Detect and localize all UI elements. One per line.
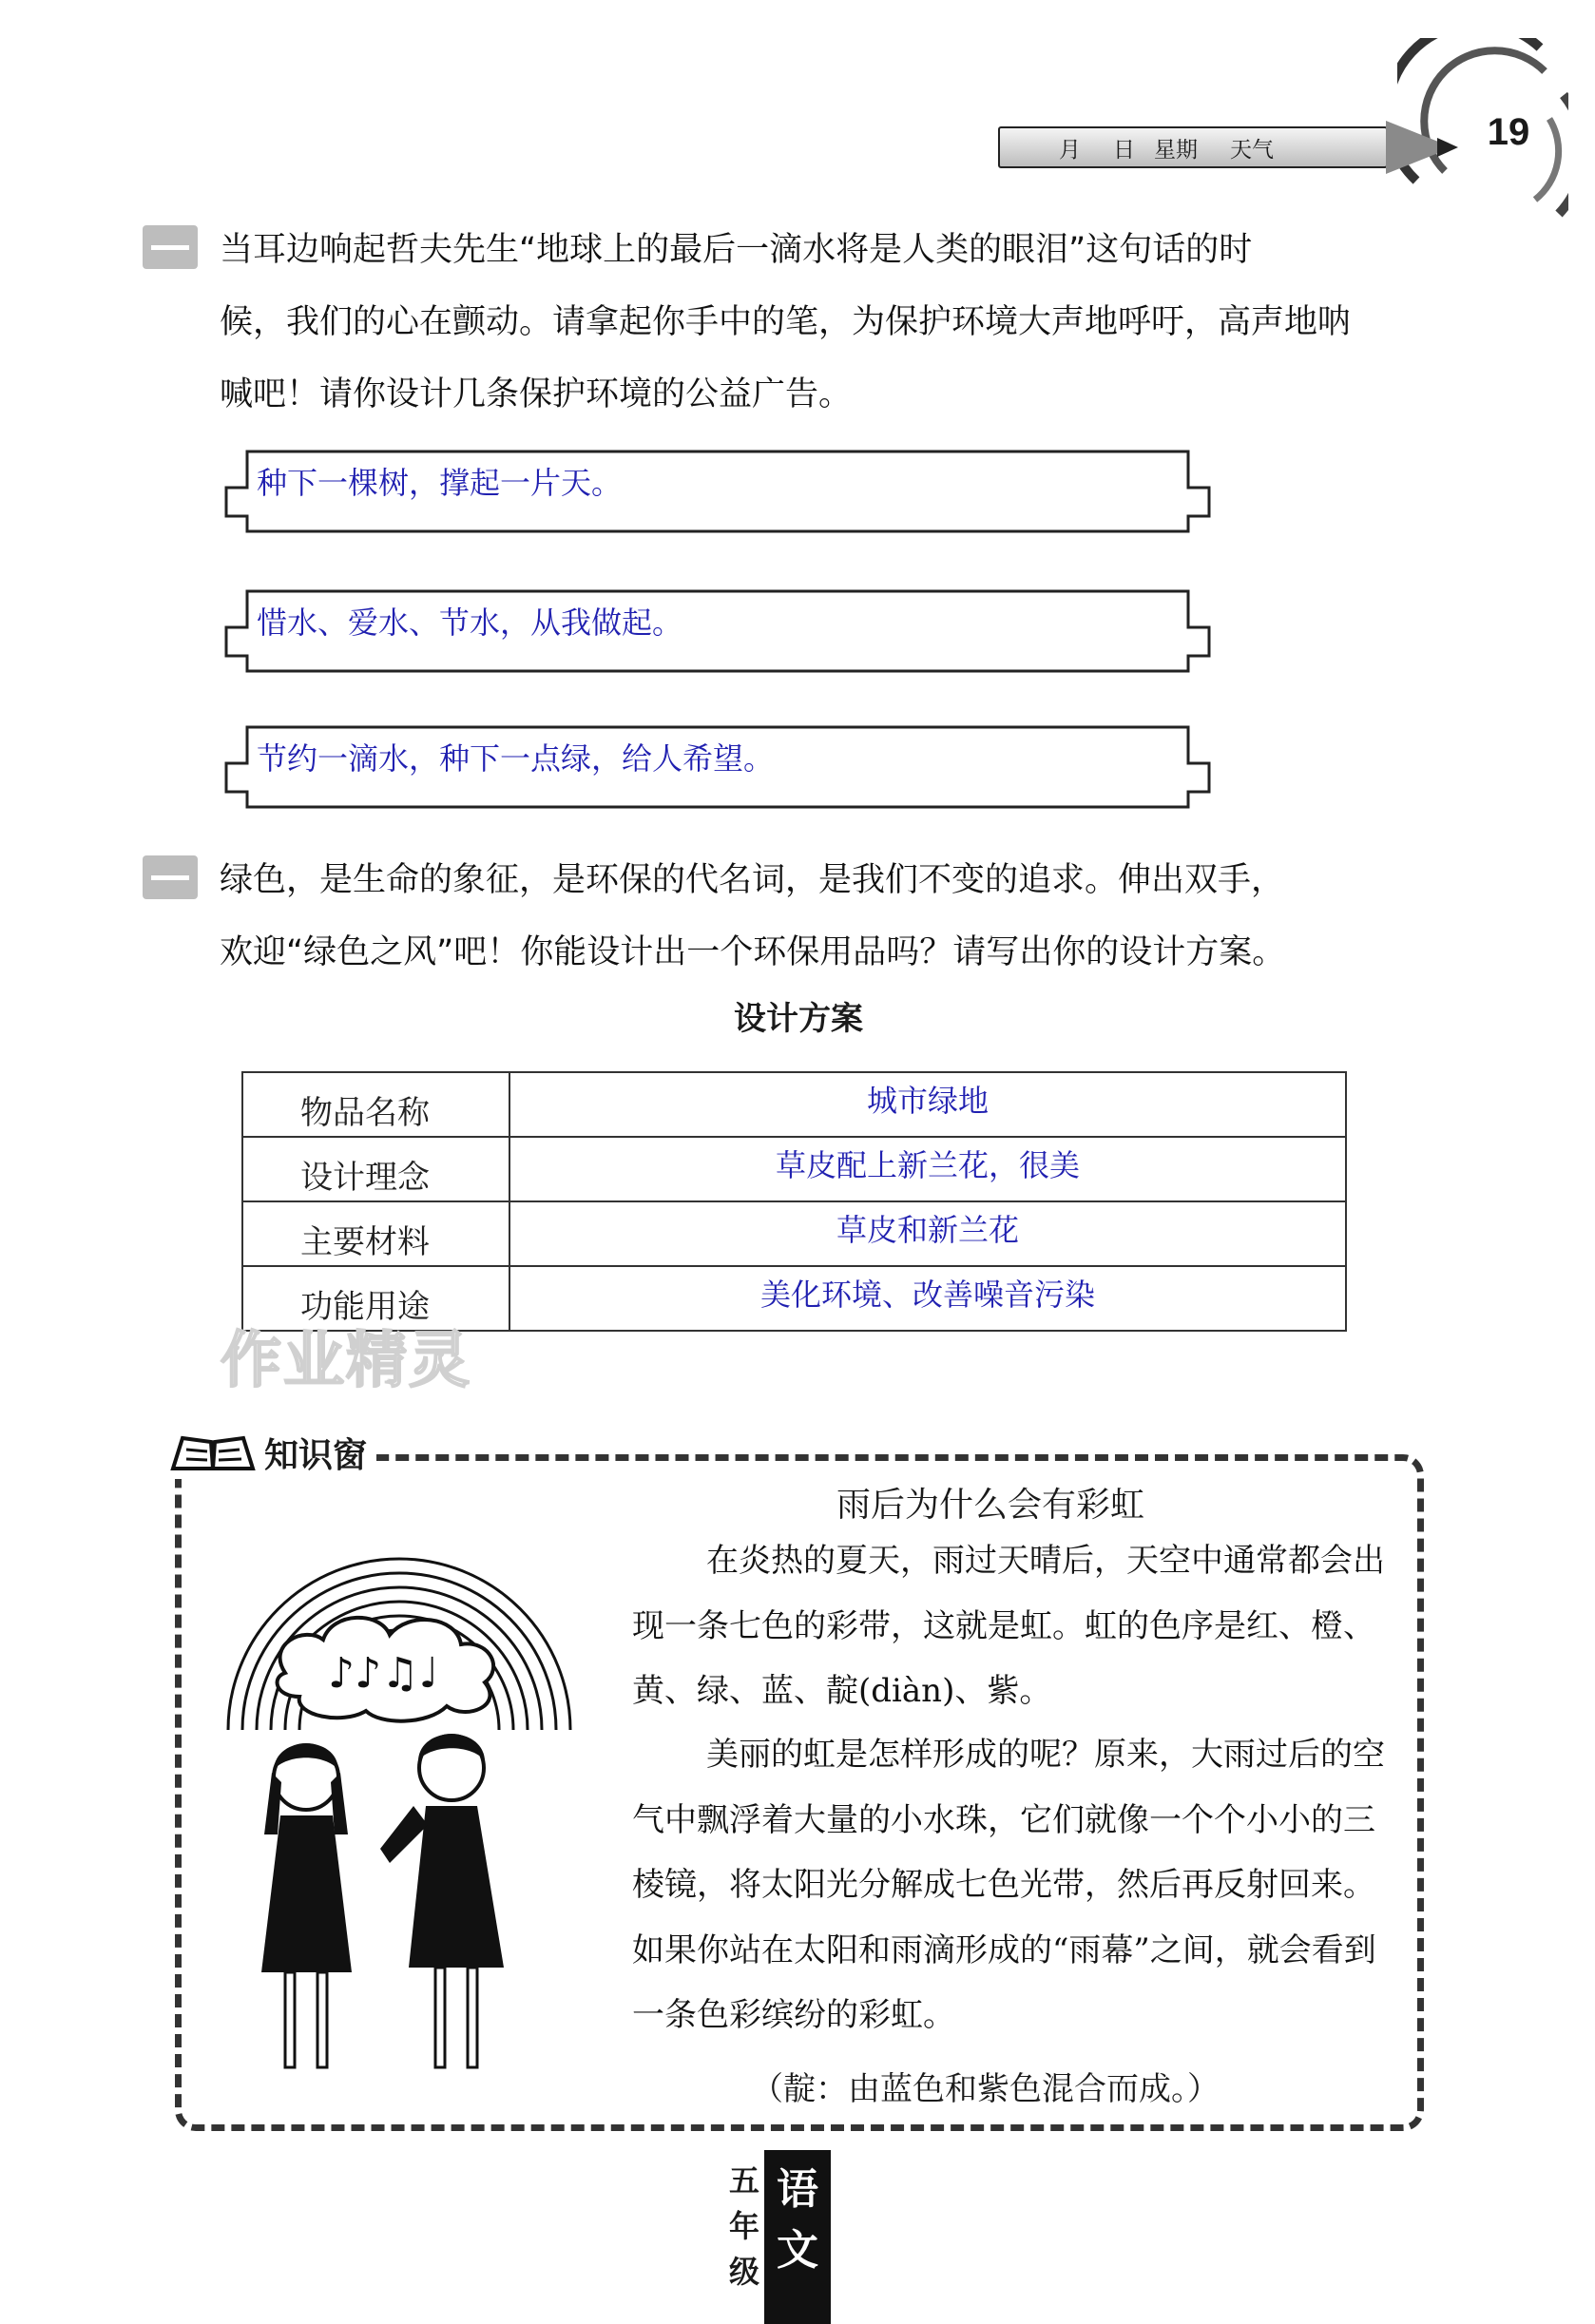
prompt-line: 喊吧！请你设计几条保护环境的公益广告。	[220, 375, 853, 413]
prompt-line: 绿色，是生命的象征，是环保的代名词，是我们不变的追求。伸出双手，	[220, 861, 1285, 899]
grade-char: 级	[728, 2254, 759, 2290]
slogan-text: 种下一棵树，撑起一片天。	[257, 465, 623, 501]
table-row	[242, 1137, 1346, 1201]
knowledge-label	[169, 1426, 376, 1479]
table-row	[242, 1201, 1346, 1266]
knowledge-label-text: 知识窗	[264, 1435, 368, 1475]
row-label: 设计理念	[242, 1137, 509, 1201]
slogan-banner-2	[219, 589, 1226, 673]
section-badge-icon	[143, 855, 198, 899]
row-value: 草皮和新兰花	[509, 1201, 1346, 1266]
design-plan-title: 设计方案	[734, 1000, 863, 1038]
section1-prompt	[220, 214, 1455, 431]
row-label: 物品名称	[242, 1072, 509, 1137]
prompt-line: 候，我们的心在颤动。请拿起你手中的笔，为保护环境大声地呼吁，高声地呐	[220, 303, 1352, 341]
row-value: 城市绿地	[509, 1072, 1346, 1137]
watermark: 作业精灵	[221, 1326, 471, 1396]
pencil-lead-icon	[1437, 138, 1458, 157]
slogan-banner-3	[219, 725, 1226, 809]
slogan-text: 节约一滴水，种下一点绿，给人希望。	[257, 740, 775, 777]
grade-label	[722, 2158, 766, 2295]
knowledge-title: 雨后为什么会有彩虹	[836, 1486, 1145, 1525]
subject-tab	[764, 2150, 831, 2324]
slogan-banner-1	[219, 450, 1226, 533]
knowledge-paragraph-1	[632, 1528, 1402, 1724]
date-weather-bar	[998, 126, 1388, 168]
open-book-icon	[169, 1431, 257, 1474]
row-label: 功能用途	[242, 1266, 509, 1331]
paragraph-text: 美丽的虹是怎样形成的呢？原来，大雨过后的空气中飘浮着大量的小水珠，它们就像一个个小小的三棱镜，将太阳光分解成七色光带，然后再反射回来。如果你站在太阳和雨滴形成的“雨幕”之间，就会看到一条色彩缤纷的彩虹。	[632, 1736, 1385, 2034]
row-value: 草皮配上新兰花，很美	[509, 1137, 1346, 1201]
page-number: 19	[1487, 110, 1530, 153]
month-label: 月	[1059, 137, 1081, 163]
section-badge-icon	[143, 225, 198, 269]
svg-text:♪♪♫♩: ♪♪♫♩	[328, 1649, 439, 1698]
subject-char: 语	[777, 2165, 818, 2214]
grade-char: 五	[728, 2162, 759, 2199]
knowledge-paragraph-2	[632, 1722, 1402, 2048]
weekday-label: 星期	[1154, 137, 1198, 163]
paragraph-text: 在炎热的夏天，雨过天晴后，天空中通常都会出现一条七色的彩带，这就是虹。虹的色序是红、橙、黄、绿、蓝、靛(diàn)、紫。	[632, 1542, 1385, 1710]
grade-char: 年	[728, 2208, 759, 2244]
weather-label: 天气	[1230, 137, 1274, 163]
knowledge-note: （靛：由蓝色和紫色混合而成。）	[751, 2070, 1220, 2108]
design-plan-table	[241, 1071, 1347, 1332]
row-label: 主要材料	[242, 1201, 509, 1266]
rainbow-girls-illustration	[219, 1521, 580, 2091]
table-row	[242, 1072, 1346, 1137]
prompt-line: 当耳边响起哲夫先生“地球上的最后一滴水将是人类的眼泪”这句话的时	[220, 231, 1253, 269]
prompt-line: 欢迎“绿色之风”吧！你能设计出一个环保用品吗？请写出你的设计方案。	[220, 933, 1286, 971]
day-label: 日	[1113, 137, 1135, 163]
row-value: 美化环境、改善噪音污染	[509, 1266, 1346, 1331]
section2-prompt	[220, 844, 1455, 989]
subject-char: 文	[777, 2226, 818, 2275]
slogan-text: 惜水、爱水、节水，从我做起。	[257, 605, 683, 641]
